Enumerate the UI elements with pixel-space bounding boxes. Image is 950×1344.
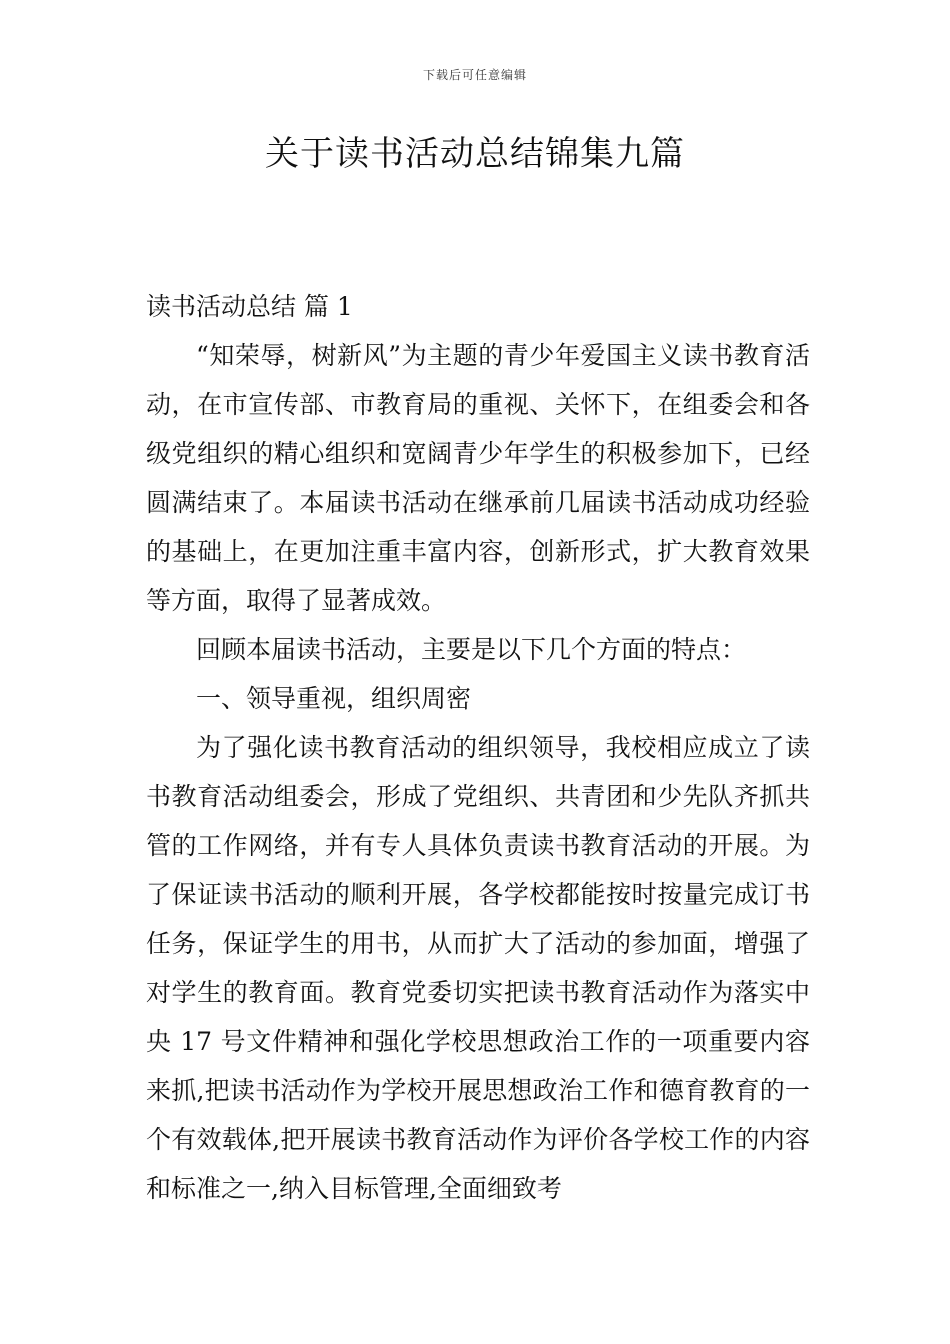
header-note: 下载后可任意编辑: [422, 68, 527, 82]
paragraph-organization: 为了强化读书教育活动的组织领导，我校相应成立了读书教育活动组委会，形成了党组织、共青团和少先队齐抓共管的工作网络，并有专人具体负责读书教育活动的开展。为了保证读书活动的顺利开展，各学校都能按时按量完成订书任务，保证学生的用书，从而扩大了活动的参加面，增强了对学生的教育面。教育党委切实把读书教育活动作为落实中央 17 号文件精神和强化学校思想政治工作的一项重要内容来抓,把读书活动作为学校开展思想政治工作和德育教育的一个有效载体,把开展读书教育活动作为评价各学校工作的内容和标准之一,纳入目标管理,全面细致考: [146, 733, 810, 1203]
heading-leadership: 一、领导重视，组织周密: [196, 684, 472, 713]
paragraph-review: 回顾本届读书活动，主要是以下几个方面的特点：: [196, 635, 747, 664]
paragraph-intro: “知荣辱，树新风”为主题的青少年爱国主义读书教育活动，在市宣传部、市教育局的重视、关怀下，在组委会和各级党组织的精心组织和宽阔青少年学生的积极参加下，已经圆满结束了。本届读书活动在继承前几届读书活动成功经验的基础上，在更加注重丰富内容，创新形式，扩大教育效果等方面，取得了显著成效。: [146, 341, 810, 615]
section-label: 读书活动总结 篇 1: [146, 292, 353, 321]
document-body: [146, 282, 810, 1213]
document-title: 关于读书活动总结锦集九篇: [265, 134, 685, 174]
